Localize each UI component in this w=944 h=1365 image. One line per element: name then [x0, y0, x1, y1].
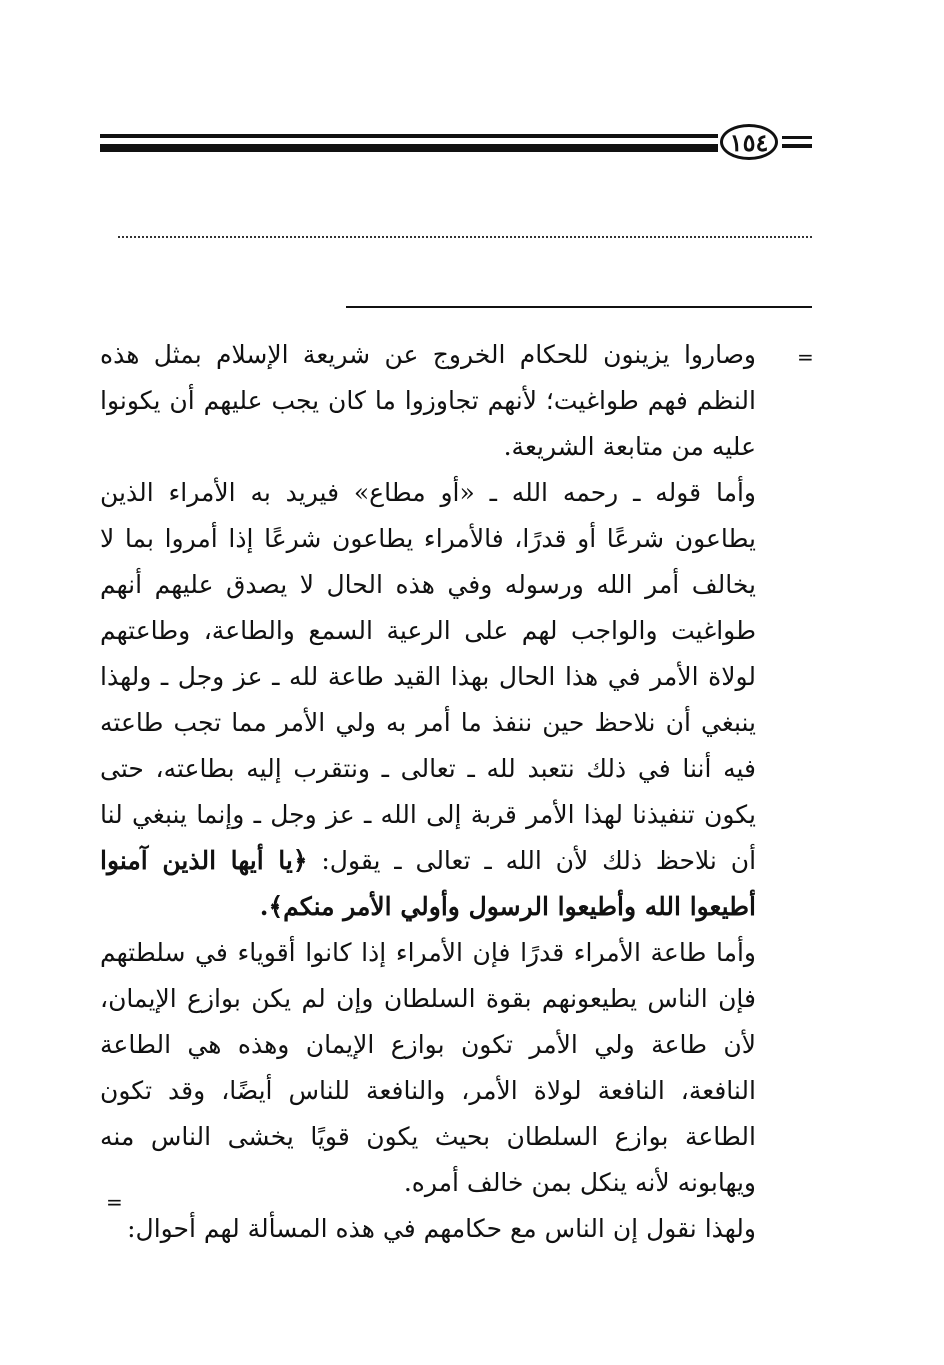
- page-number: ١٥٤: [720, 124, 778, 160]
- verse-end-mark: .: [259, 892, 269, 921]
- continuation-mark-top: =: [797, 345, 814, 369]
- page-header: [100, 124, 812, 164]
- quran-verse: ﴿يا أيها الذين آمنوا أطيعوا الله وأطيعوا الرسول وأولي الأمر منكم﴾: [100, 846, 756, 921]
- dotted-line: [118, 226, 812, 238]
- body-text: [100, 332, 756, 1252]
- paragraph-4: ولهذا نقول إن الناس مع حكامهم في هذه المسألة لهم أحوال:: [127, 1214, 756, 1243]
- paragraph-2: [100, 470, 756, 930]
- footnote-separator: [346, 306, 812, 308]
- paragraph-2-text: وأما قوله ـ رحمه الله ـ «أو مطاع» فيريد به الأمراء الذين يطاعون شرعًا أو قدرًا، فالأمراء يطاعون شرعًا إذا أمروا بما لا يخالف أمر الله ورسوله وفي هذه الحال لا يصدق عليهم أنهم طواغيت والواجب لهم على الرعية السمع والطاعة، وطاعتهم لولاة الأمر في هذا الحال بهذا القيد طاعة لله ـ عز وجل ـ ولهذا ينبغي أن نلاحظ حين ننفذ ما أمر به ولي الأمر مما تجب طاعته فيه أننا في ذلك نتعبد لله ـ تعالى ـ ونتقرب إليه بطاعته، حتى يكون تنفيذنا لهذا الأمر قربة إلى الله ـ عز وجل ـ وإنما ينبغي لنا أن نلاحظ ذلك لأن الله ـ تعالى ـ يقول:: [100, 478, 757, 875]
- paragraph-1: وصاروا يزينون للحكام الخروج عن شريعة الإسلام بمثل هذه النظم فهم طواغيت؛ لأنهم تجاوزوا ما كان يجب عليهم أن يكونوا عليه من متابعة الشريعة.: [100, 340, 756, 461]
- header-rule-thin: [100, 134, 718, 138]
- header-rule-short-top: [782, 136, 812, 139]
- header-rule-short-bottom: [782, 144, 812, 148]
- paragraph-3: وأما طاعة الأمراء قدرًا فإن الأمراء إذا كانوا أقوياء في سلطتهم فإن الناس يطيعونهم بقوة السلطان وإن لم يكن بوازع الإيمان، لأن طاعة ولي الأمر تكون بوازع الإيمان وهذه هي الطاعة النافعة، النافعة لولاة الأمر، والنافعة للناس أيضًا، وقد تكون الطاعة بوازع السلطان بحيث يكون قويًا يخشى الناس منه ويهابونه لأنه ينكل بمن خالف أمره.: [100, 938, 756, 1197]
- continuation-mark-bottom: =: [106, 1190, 123, 1214]
- header-rule-thick: [100, 144, 718, 152]
